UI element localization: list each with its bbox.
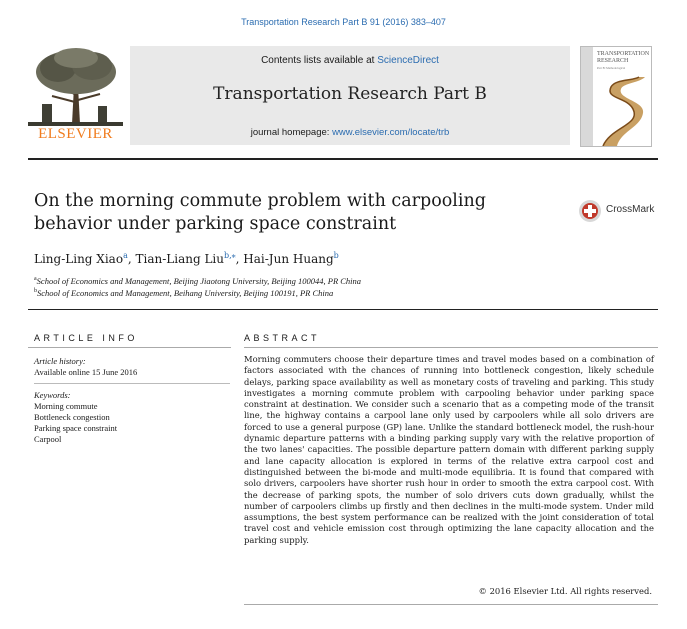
journal-citation[interactable]: Transportation Research Part B 91 (2016) 383–407 [241,17,446,27]
homepage-prefix: journal homepage: [250,127,333,138]
copyright-notice: © 2016 Elsevier Ltd. All rights reserved. [478,586,652,596]
affiliation-mark: b [34,288,37,295]
crossmark-icon [578,199,602,223]
section-rule [28,309,658,310]
journal-homepage [130,127,570,138]
article-info-rule [28,347,231,348]
affiliation-text: School of Economics and Management, Beihang University, Beijing 100191, PR China [37,288,334,298]
crossmark-label: CrossMark [606,204,655,215]
author-list: Ling-Ling Xiao$^a$, Tian-Liang Liu$^{b,⁎}$, Hai-Jun Huang$^b$ [34,251,339,266]
keyword-item: Morning commute [34,401,98,411]
article-info [34,356,234,445]
article-info-heading: ARTICLE INFO [34,333,138,343]
contents-line [130,55,570,66]
author-name[interactable]: Hai-Jun Huang [243,252,334,266]
sciencedirect-link[interactable]: ScienceDirect [377,55,439,66]
abstract-text: Morning commuters choose their departure times and travel modes based on a combination of factors associated with the chances of running into bottleneck congestion, likely schedule delays, parking space availability as well as monetary costs of traveling and parking. This study investigates a morning commute problem with carpooling behavior under parking space constraint at destination. We consider such a scenario that as a competing mode of the transit line, the highway contains a carpool lane only used by carpoolers while all solo drivers are forced to use a general purpose (GP) lane. Unlike the standard bottleneck model, the rush-hour dynamic departure patterns with a binding parking supply vary with the relative proportion of the two lanes' capacities. The possible departure pattern domain with different parking supply and lane capacity allocation is explored in terms of the relative extra carpool cost and distinguished between the bi-mode and multi-mode equilibria. It is found that compared with solo drivers, carpoolers have shorter rush hour in order to smooth the extra carpool cost. With the decrease of parking spots, the number of solo drivers cuts down gradually, whilst the number of carpoolers climbs up firstly and then declines in the multi-mode system. Under mild assumptions, the best system performance can be realized with the joint consideration of total travel cost and vehicle emission cost through optimizing the lane capacity allocation and the parking supply. [244,354,654,545]
affiliation-a [34,276,361,286]
history-label: Article history: [34,356,86,366]
journal-title: Transportation Research Part B [213,84,487,104]
cover-subtitle: Part B: Methodological [597,66,626,70]
elsevier-tree-icon [28,46,123,126]
keyword-item: Parking space constraint [34,423,118,433]
author-name[interactable]: Tian-Liang Liu [135,252,224,266]
journal-cover[interactable] [580,46,652,147]
keywords-label: Keywords: [34,390,71,400]
author-affil-mark[interactable]: a [123,251,128,260]
abstract-bottom-rule [244,604,658,605]
affiliation-b [34,288,333,298]
author-affil-mark[interactable]: b,⁎ [223,251,236,260]
crossmark-badge[interactable] [578,199,668,223]
abstract-rule [244,347,658,348]
info-divider [34,383,230,384]
author-affil-mark[interactable]: b [333,251,339,260]
history-value: Available online 15 June 2016 [34,367,138,377]
contents-prefix: Contents lists available at [261,55,378,66]
article-title: On the morning commute problem with carpooling behavior under parking space constraint [34,191,486,234]
affiliation-mark: a [34,276,37,283]
affiliation-text: School of Economics and Management, Beijing Jiaotong University, Beijing 100044, PR China [36,276,362,286]
homepage-link[interactable]: www.elsevier.com/locate/trb [332,127,450,138]
elsevier-wordmark: ELSEVIER [38,126,113,142]
abstract-heading: ABSTRACT [244,333,321,343]
cover-title: TRANSPORTATION RESEARCH [597,51,650,64]
keyword-item: Bottleneck congestion [34,412,110,422]
keyword-item: Carpool [34,434,62,444]
elsevier-logo [28,46,123,145]
author-name[interactable]: Ling-Ling Xiao [34,252,124,266]
header-rule [28,158,658,160]
